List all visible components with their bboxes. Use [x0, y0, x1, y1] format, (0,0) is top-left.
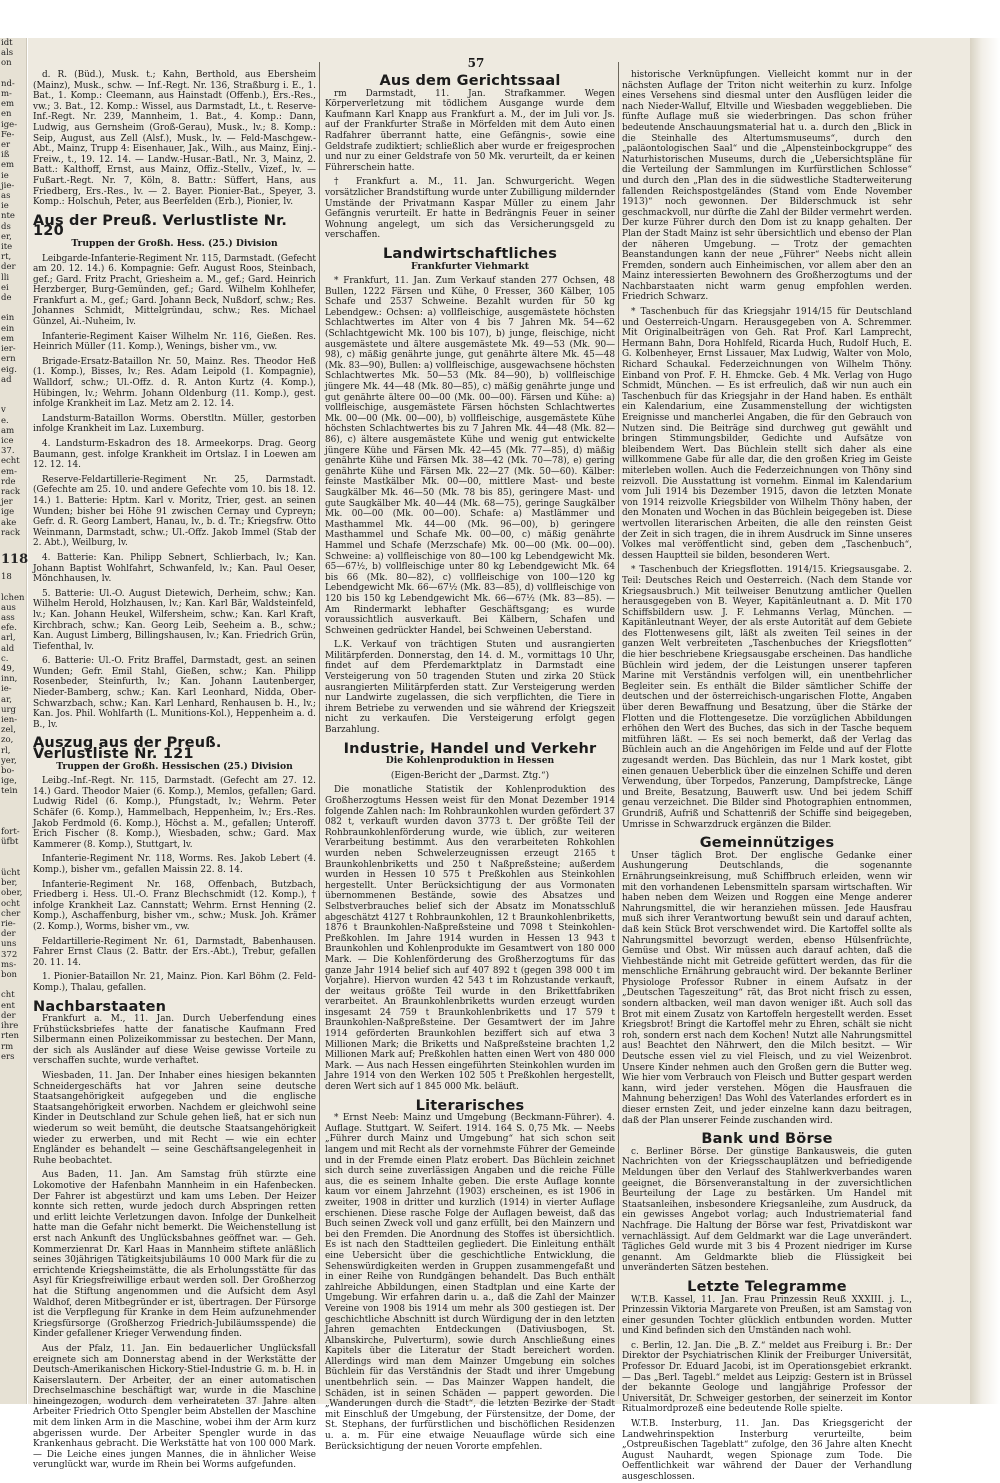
- adjacent-page-fragment: tein: [1, 786, 18, 797]
- adjacent-page-fragment: bon: [1, 970, 18, 981]
- article-paragraph: W.T.B. Insterburg, 11. Jan. Das Kriegsgericht der Landwehrinspektion Insterburg verurteilte, beim „Ostpreußischen Tageblatt“ zufolge, den 36 Jahre alten Knecht August Nauhardt, wegen Spionage zum Tode. Die Oeffentlichkeit war während der Dauer der Verhandlung ausgeschlossen.: [622, 1419, 912, 1482]
- adjacent-page-fragment: [0, 858, 26, 868]
- article-section: [622, 835, 912, 1126]
- article-paragraph: Aus der Pfalz, 11. Jan. Ein bedauerlicher Unglücksfall ereignete sich am Donnerstag abend in der Werkstätte der Deutsch-Amerikanischen Hickory-Stiel-Industrie G. m. b. H. in Kaiserslautern. Der Arbeiter, der an einer automatischen Drechselmaschine beschäftigt war, wurde in die Maschine hineingezogen, wodurch dem verheirateten 37 Jahre alten Arbeiter Friedrich Otto Spengler beim Abstellen der Maschine mit dem linken Arm in die Maschine, wobei ihm der Arm kurz abgerissen wurde. Der Arbeiter Spengler wurde in das Krankenhaus gebracht. Die Werkstätte hat von 100 000 Mark. — Die Leiche eines jungen Mannes, die in ähnlicher Weise verunglückt war, wurde im Rhein bei Worms aufgefunden.: [33, 1343, 316, 1471]
- page-edge: [970, 38, 1000, 1404]
- article-section: [325, 1097, 615, 1453]
- section-heading: Landwirtschaftliches: [382, 245, 558, 262]
- adjacent-page-fragment: nd-: [1, 78, 15, 89]
- adjacent-page-fragment: as: [1, 191, 11, 202]
- adjacent-page-fragment: em: [1, 160, 15, 171]
- article-paragraph: * Ernst Neeb: Mainz und Umgebung (Beckmann-Führer). 4. Auflage. Stuttgart. W. Seifert. 1914. 164 S. 0,75 Mk. — Neebs „Führer durch Mainz und Umgebung“ hat sich schon seit langem und mit Recht als der vornehmste Führer der Gemeinde und in der Fremde einen Platz erobert. Das Büchlein zeichnet sich durch seine zuverlässigen Angaben und die reiche Fülle aus, die es seinem Inhalte geben. Die erste Auflage konnte kaum vor einem Jahrzehnt (1903) erscheinen, es ist 1906 in zweiter, 1908 in dritter und kurzlich (1914) in vierter Auflage erschienen. Diese rasche Folge der Auflagen beweist, daß das Buch seinen Zweck voll und ganz erfüllt, bei den Mainzern und bei den Fremden. Die Anordnung des Stoffes ist übersichtlich. Es ist nach den Stadtteilen gegliedert. Die Einleitung enthält eine Uebersicht über die geschichtliche Entwicklung, die Sehenswürdigkeiten werden in Gruppen zusammengefaßt und in einer Reihe von Rundgängen behandelt. Das Buch enthält zahlreiche Abbildungen, einen Stadtplan und eine Karte der Umgebung. Wir erfahren darin u. a., daß die Zahl der Mainzer Vereine von 1908 bis 1914 um mehr als 300 gestiegen ist. Der geschichtliche Abschnitt ist durch Würdigung der in den letzten Jahren gemachten Entdeckungen (Dativiusbogen, St. Albanskirche, Pulverturm), sowie durch Anschließung eines Kapitels über die Literatur der Stadt bereichert worden. Allerdings wird man dem Mainzer Umgebung ein solches Büchlein für das Verständnis der Stadt und ihrer Umgebung unentbehrlich sein. — Das Mainzer Wappen handelt, die Schäden, ist in seinen Schäden — pappert geworden. Die „Wanderungen durch die Stadt“, die letzten Bezirke der Stadt mit Einschluß der Umgebung, der Fürstensitze, der Dome, der St. Stephans, der furfürstlichen und bischöflichen Residenzen u. a. m. Für eine etwaige Neuauflage würde sich eine Berücksichtigung der neuen Vororte empfehlen.: [325, 1113, 615, 1452]
- adjacent-page-fragment: e.: [1, 415, 9, 426]
- adjacent-page-fragment: [0, 395, 26, 405]
- section-heading: Nachbarstaaten: [33, 998, 167, 1015]
- adjacent-page-fragment: nte: [1, 211, 15, 222]
- article-section: [325, 740, 615, 1093]
- article-paragraph: Infanterie-Regiment Kaiser Wilhelm Nr. 116, Gießen. Res. Heinrich Müller (11. Komp.), Wenings, bisher vm., vw.: [33, 331, 316, 353]
- article-paragraph: 1. Pionier-Bataillon Nr. 21, Mainz. Pion. Karl Böhm (2. Feld-Komp.), Thalau, gefallen.: [33, 972, 316, 993]
- section-heading: Literarisches: [415, 1097, 525, 1114]
- adjacent-page-fragment: ein: [1, 313, 15, 324]
- adjacent-page-fragment: ice: [1, 435, 14, 446]
- adjacent-page-fragment: ber,: [1, 878, 18, 889]
- article-section: [33, 998, 316, 1472]
- adjacent-page-fragment: bo-: [1, 766, 15, 777]
- adjacent-page-fragment: arl,: [1, 633, 16, 644]
- article-paragraph: * Taschenbuch für das Kriegsjahr 1914/15 für Deutschland und Oesterreich-Ungarn. Herausgegeben von A. Schremmer. Mit Originalbeiträgen von Geh. Rat Prof. Karl Lamprecht, Hermann Bahn, Dora Hohlfeld, Ricarda Huch, Rudolf Huch, E. G. Kolbenheyer, Ernst Lissauer, Max Ludwig, Walter von Molo, Richard Schaukal. Federzeichnungen von Wilhelm Thöny. Einband von Prof. F. H. Ehmcke. Geb. 4 Mk. Verlag von Hugo Schmidt, München. — Es ist erfreulich, daß wir nun auch ein Taschenbuch für das Kriegsjahr in der Hand haben. Es enthält ein Kalendarium, eine Zusammenstellung der wichtigsten Ereignisse und mancherlei Angaben, die für den Gebrauch von Nutzen sind. Die Beiträge sind durchweg gut gewählt und bringen Stimmungsbilder, Gedichte und Aufsätze von bleibendem Wert. Das Büchlein stellt sich daher als eine willkommene Gabe für alle dar, die den großen Krieg im Geiste miterleben wollen. Auch die Federzeichnungen von Thöny sind reizvoll. Die Ausstattung ist vornehm. Einmal im Kalendarium vom Juli 1914 bis Dezember 1915, davon die letzten Monate von 1914 reizvolle Kriegsbilder von Wilhelm Thöny haben, der den Monaten und Wochen in das Büchlein beigegeben ist. Diese wertvollen literarischen Arbeiten, die alle den reinsten Geist der Zeit in sich tragen, die in ihrem Ausdruck im Sinne unseres Volkes mal veröffentlicht sind, geben dem „Taschenbuch“, dessen Hauptteil sie bilden, besonderen Wert.: [622, 307, 912, 561]
- article-paragraph: 5. Batterie: Ul.-O. August Dietewich, Derheim, schw.; Kan. Wilhelm Herold, Holzhausen, lv.; Kan. Karl Bär, Waldsteinfeld, lv.; Kan. Johann Heukel, Wilfersheim, schw.; Kan. Karl Kraft, Kirchbrach, schw.; Kan. Georg Leib, Seeheim a. B., schw.; Kan. August Limberg, Billingshausen, lv.; Kan. Friedrich Grün, Tiefenthal, lv.: [33, 588, 316, 652]
- section-subheading: Frankfurter Viehmarkt: [411, 260, 529, 272]
- adjacent-page-fragment: ier-: [1, 344, 16, 355]
- adjacent-page-fragment: 18: [1, 572, 12, 583]
- adjacent-page-fragment: en: [1, 109, 12, 120]
- adjacent-page-fragment: ei: [1, 282, 9, 293]
- article-paragraph: Frankfurt a. M., 11. Jan. Durch Ueberfendung eines Frühstücksbriefes hatte der fanatische Kaufmann Fred Silbermann einen Polizeikommissar zu bestechen. Der Mann, der sich als Ausländer auf diese Weise gewisse Vorteile zu verschaffen suchte, wurde verhaftet.: [33, 1014, 316, 1067]
- adjacent-page-fragment: ms-: [1, 959, 17, 970]
- section-heading: Gemeinnütziges: [699, 835, 835, 852]
- adjacent-page-fragment: em: [1, 333, 15, 344]
- page-number: 57: [467, 56, 485, 70]
- article-section: [622, 70, 912, 830]
- article-paragraph: c. Berliner Börse. Der günstige Bankausweis, die guten Nachrichten von der Kriegsschauplätzen und befriedigende Meldungen über den Verlauf des Stahlwerkverbandes waren geeignet, die Börsenveranstaltung in der zuversichtlichen Beurteilung der Lage zu bestärken. Um Handel mit Staatsanleihen, insbesondere Kriegsanleihe, zum Ausdruck, da ein gewisses Angebot vorlag; auch Industriematerial fand Nachfrage. Die Haltung der Börse war fest, Privatdiskont war vernachlässigt. Auf dem Geldmarkt war die Lage unverändert. Tägliches Geld wurde mit 3 bis 4 Prozent niedriger im Kurse genannt. Am Geldmarkte blieb die Flüssigkeit bei unveränderten Sätzen bestehen.: [622, 1146, 912, 1274]
- section-heading: Bank und Börse: [701, 1131, 833, 1148]
- adjacent-page-mark: 118: [1, 552, 29, 568]
- adjacent-page-fragment: 372: [1, 949, 18, 960]
- adjacent-page-fragment: ite: [1, 242, 13, 253]
- article-paragraph: Landsturm-Bataillon Worms. Oberstltn. Müller, gestorben infolge Krankheit im Laz. Luxemburg.: [33, 413, 316, 435]
- section-subheading: Truppen der Großh. Hess. (25.) Division: [71, 237, 278, 249]
- adjacent-page-fragment: jie-: [1, 180, 15, 191]
- adjacent-page-fragment: ern: [1, 354, 16, 365]
- article-paragraph: Unser täglich Brot. Der englische Gedanke einer Aushungerung Deutschlands, die sogenannte Ernährungseinkreisung, muß Schiffbruch erleiden, wenn wir mit den vorhandenen Lebensmitteln sparsam wirtschaften. Wir haben neben dem Weizen und Roggen eine Menge anderer Nahrungsmittel, die wir heranziehen müssen. Jede Hausfrau muß sich ihrer Verantwortung bewußt sein und darauf achten, daß kein Stück Brot verschwendet wird. Die Kartoffel sollte als Nahrungsmittel bevorzugt werden, ebenso Hülsenfrüchte, Gemüse und Obst. Wir müssen auch darauf achten, daß die Viehbestände nicht mit Getreide gefüttert werden, das für die menschliche Ernährung gebraucht wird. Der bekannte Berliner Physiologe Professor Rubner in einem Aufsatz in der „Deutschen Tageszeitung“ rät, das Brot nicht frisch zu essen, sondern altbacken, weil man davon weniger ißt. Auch soll das Brot mit einem Zusatz von Kartoffeln hergestellt werden. Esset Kriegsbrot! Bringt die Kartoffel mehr zu Ehren, schält sie nicht roh, sondern erst nach dem Kochen! Nutzt alle Nahrungsmittel aus! Beachtet den Nährwert, den die Milch besitzt. — Wir Deutsche essen viel zu viel Fleisch, und zu viel Weizenbrot. Unsere Kinder nehmen auch den Großen gern die Butter weg. Wie hier vom Verbrauch von Fleisch und Butter gespart werden kann, wird jeder verstehen. Mögen die Hausfrauen die Mahnung beherzigen! Das Wohl des Vaterlandes erfordert es in dieser ernsten Zeit, und jeder einzelne kann dazu beitragen, daß der Plan unserer Feinde zuschanden wird.: [622, 850, 912, 1126]
- article-paragraph: historische Verknüpfungen. Vielleicht kommt nur in der nächsten Auflage der Triton nicht weiterhin zu kurz. Infolge eines Versehens sind diesmal unter den Ausflügen leider die nach Nieder-Walluf, Eltville und Wiesbaden weggeblieben. Die fünfte Auflage muß sie wiederbringen. Das schon früher bedeutende Anschauungsmaterial hat u. a. durch den „Blick in die Steinhalle des Altertumsmuseums“, durch den „paläontologischen Saal“ und die „Alpensteinbockgruppe“ des Naturhistorischen Museums, durch die „Uebersichtspläne für die Verteilung der Sammlungen im Kurfürstlichen Schlosse“ und durch den „Plan des in die südwestliche Stadterweiterung fallenden Reichspostgeländes (Stand vom Ende November 1913)“ noch gewonnen. Der Bilderschmuck ist sehr geschmackvoll, nur dürfte die Zahl der Bilder vermehrt werden. Der kurze Führer durch den Dom ist zu knapp gehalten. Der Plan der Stadt Mainz ist sehr übersichtlich und ebenso der Plan der näheren Umgebung. — Trotz der gemachten Beanstandungen kann der neue „Führer“ Neebs nicht allein Fremden, sondern auch Einheimischen, vor allem aber den an Mainz interessierten Bewohnern des Großherzogtums und der Nachbarstaaten nicht warm genug empfohlen werden. Friedrich Schwarz.: [622, 70, 912, 303]
- adjacent-page-fragment: inn,: [1, 674, 18, 685]
- adjacent-page-fragment: ie: [1, 201, 9, 212]
- adjacent-page-fragment: uns: [1, 939, 17, 950]
- article-section: [33, 212, 316, 731]
- adjacent-page-fragment: rack: [1, 486, 21, 497]
- adjacent-page-fragment: üfbt: [1, 837, 19, 848]
- article-paragraph: Reserve-Feldartillerie-Regiment Nr. 25, Darmstadt. (Gefechte am 25. 10. und andere Gefechte vom 10. bis 18. 12. 14.) 1. Batterie: Hptm. Karl v. Moritz, Trier, gest. an seinen Wunden; bisher bei Höhe 91 zwischen Cernay und Cypreyn; Gefr. d. R. Georg Lambert, Hanau, lv., b. d. Tr.; Kriegsfrw. Otto Weinmann, Darmstadt, schw.; Ul.-Offz. Jakob Immel (Stab der 2. Abt.), Weilburg, lv.: [33, 474, 316, 549]
- adjacent-page-fragment: iß: [1, 150, 10, 161]
- adjacent-page-fragment: ald: [1, 643, 15, 654]
- adjacent-page-fragment: on: [1, 58, 12, 69]
- adjacent-page-fragment: [0, 980, 26, 990]
- article-paragraph: Leibgarde-Infanterie-Regiment Nr. 115, Darmstadt. (Gefecht am 20. 12. 14.) 6. Kompagnie: Gefr. August Roos, Steinbach, gef.; Gard. Fritz Pracht, Griesheim a. M., gef.; Gard. Heinrich Herzberger, Burg-Gemünden, gef.; Gard. Wilhelm Kohlhefer, Frankfurt a. M., gef.; Gard. Johann Beck, Nußdorf, schw.; Res. Johannes Schmidt, Mittelgründau, schw.; Res. Michael Günzel, Ai.-Nuheim, lv.: [33, 253, 316, 328]
- article-paragraph: † Frankfurt a. M., 11. Jan. Schwurgericht. Wegen vorsätzlicher Brandstiftung wurde unter Zubilligung mildernder Umstände der Privatmann Kaspar Müller zu einem Jahr Gefängnis verurteilt. Er hatte in Bedrängnis Feuer in seiner Wohnung angelegt, um sich das Versicherungsgeld zu verschaffen.: [325, 177, 615, 241]
- adjacent-page-fragment: als: [1, 48, 14, 59]
- column-rule: [319, 62, 320, 1396]
- article-paragraph: * Taschenbuch der Kriegsflotten. 1914/15. Kriegsausgabe. 2. Teil: Deutsches Reich und Oesterreich. (Nach dem Stande vor Kriegsausbruch.) Mit teilweiser Benutzung amtlicher Quellen herausgegeben von B. Weyer, Kapitänleutnant a. D. Mit 170 Schiffsbildern usw. J. F. Lehmanns Verlag, München. — Kapitänleutnant Weyer, der als erste Autorität auf dem Gebiete des Flottenwesens gilt, läßt als zweiten Teil seines in der ganzen Welt verbreiteten „Taschenbuches der Kriegsflotten“ die hier beschriebene Kriegsausgabe erscheinen. Das handliche Büchlein wird jedem, der die Leistungen unserer tapferen Marine mit Verständnis verfolgen will, ein unentbehrlicher Begleiter sein. Es enthält die Bilder sämtlicher Schiffe der deutschen und der österreichisch-ungarischen Flotte, Angaben über deren Bewaffnung und Besatzung, über die Stärke der Flotten und die Flottengesetze. Die vorzüglichen Abbildungen erhöhen den Wert des Buches, das sich in der Tasche bequem mitführen läßt. — Es sei noch bemerkt, daß der Verlag das Büchlein auch an die Angehörigen im Felde und auf der Flotte zugesandt werden. Das Büchlein, das nur 1 Mark kostet, gibt einen genauen Ueberblick über die einzelnen Schiffe und deren Verwendung, über Torpedos, Panzerung, Dampfstreckе, Länge und Breite, Besatzung, Bauwerft usw. Und bei jedem Schiff genau verzeichnet. Die Bilder sind Photographien entnommen, Grundriß, Aufriß und Schattenriß der Schiffe sind beigegeben, Umrisse in Schwarzdruck ergänzen die Bilder.: [622, 565, 912, 830]
- adjacent-page-fragment: de: [1, 293, 12, 304]
- adjacent-page-fragment: 49,: [1, 663, 15, 674]
- article-paragraph: W.T.B. Kassel, 11. Jan. Frau Prinzessin Reuß XXXIII. j. L., Prinzessin Viktoria Margarete von Preußen, ist am Samstag von einer gesunden Tochter glücklich entbunden worden. Mutter und Kind befinden sich den Umständen nach wohl.: [622, 1294, 912, 1337]
- adjacent-page-fragment: ein: [1, 323, 15, 334]
- article-paragraph: Aus Baden, 11. Jan. Am Samstag früh stürzte eine Lokomotive der Hafenbahn Mannheim in ein Hafenbecken. Der Fahrer ist abgestürzt und kam ums Leben. Der Heizer konnte sich retten, wurde jedoch durch Abspringen retten und erlitt leichte Verletzungen davon. Infolge der Dunkelheit hatte man die Gefahr nicht bemerkt. Die Weichenstellung ist erst nach Ankunft des Unglücksbahnes geöffnet war. — Geh. Kommerzienrat Dr. Karl Haas in Mannheim stiftete anläßlich seines 30jährigen Tätigkeitsjubiläums 10 000 Mark für die zu errichtende Kriegsheimstätte, die als Erholungsstätte für das Asyl für Kriegsfreiwillige erbaut werden soll. Der Großherzog hat die Stiftung angenommen und die Aufsicht dem Asyl Waldhof, deren Mitbegründer er ist, übertragen. Der Fürsorge ist die Verpflegung für Kranke in dem Heim aufzunehmender Kriegsfürsorge (Großherzog Friedrich-Jubiläumsspende) die Kinder gefallener Krieger Verwendung finden.: [33, 1170, 316, 1340]
- adjacent-page-fragment: efe.: [1, 623, 17, 634]
- adjacent-page-fragment: fort-: [1, 827, 20, 838]
- adjacent-page-fragment: urg: [1, 704, 16, 715]
- article-section: [33, 70, 316, 208]
- adjacent-page-fragment: er: [1, 140, 11, 151]
- section-subheading: Truppen der Großh. Hessischen (25.) Division: [56, 760, 293, 772]
- adjacent-page-fragment: der: [1, 1010, 16, 1021]
- adjacent-page-fragment: rm: [1, 1041, 14, 1052]
- adjacent-page-fragment: ihre: [1, 1021, 19, 1032]
- adjacent-page-fragment: Fe-: [1, 129, 15, 140]
- adjacent-page-fragment: ake: [1, 517, 17, 528]
- article-paragraph: Infanterie-Regiment Nr. 168, Offenbach, Butzbach, Friedberg i. Hess. Ul.-O. Franz Blechschmidt (12. Komp.), † infolge Krankheit Laz. Cannstatt; Wehrm. Ernst Henning (2. Komp.), Aschaffenburg, bisher vm., schw.; Musk. Joh. Krämer (2. Komp.), Worms, bisher vm., vw.: [33, 879, 316, 932]
- adjacent-page-fragment: ober,: [1, 888, 23, 899]
- adjacent-page-fragment: [0, 385, 26, 395]
- adjacent-page-fragment: ocht: [1, 898, 20, 909]
- adjacent-page-fragment: ien-: [1, 715, 18, 725]
- adjacent-page-fragment: ie-: [1, 684, 12, 695]
- adjacent-page-fragment: ücht: [1, 868, 21, 879]
- article-section: [325, 73, 615, 241]
- article-paragraph: d. R. (Büd.), Musk. t.; Kahn, Berthold, aus Ebersheim (Mainz), Musk., schw. — Inf.-Regt. Nr. 136, Straßburg i. E., 1. Bat., 1. Komp.: Cleemann, aus Hainstadt (Offenb.), Ers.-Res., vw.; 3. Bat., 12. Komp.: Wissel, aus Darmstadt, Lt., t. Reserve-Inf.-Regt. Nr. 239, Mannheim, 1. Bat., 4. Komp.: Dann, Ludwig, aus Gernsheim (Groß-Gerau), Musk., lv.; 8. Komp.: Seip, August, aus Zell (Alsf.), Musk., lv. — Feld-Maschgew.-Abt., Mainz, Trupp 4: Eisenhauer, Jak., Wilh., aus Mainz, Einj.-Freiw., t., 19. 12. 14. — Landw.-Husar.-Batl., Nr. 3, Mainz, 2. Batt.: Kalthoff, Ernst, aus Mainz, Offiz.-Stellv., Vizef., lv. — Fußart.-Regt. Nr. 7, Köln, 8. Battr.: Süffert, Hans, aus Friedberg, Ers.-Res., lv. — 2. Bayer. Pionier-Bat., Speyer, 3. Komp.: Holschuh, Peter, aus Beerfelden (Erb.), Pionier, lv.: [33, 70, 316, 208]
- adjacent-page-fragment: cht: [1, 990, 15, 1001]
- adjacent-page-fragment: lli: [1, 272, 10, 283]
- adjacent-page-fragment: echt: [1, 456, 20, 467]
- section-heading: Industrie, Handel und Verkehr: [343, 740, 597, 757]
- adjacent-page-fragment: idt: [1, 38, 13, 48]
- adjacent-page-fragment: [0, 817, 26, 827]
- adjacent-page-fragment: am: [1, 425, 15, 436]
- adjacent-page-fragment: em: [1, 99, 15, 110]
- adjacent-page-fragment: er,: [1, 231, 12, 242]
- column-left: [33, 70, 316, 1471]
- article-paragraph: 4. Batterie: Kan. Philipp Sebnert, Schlierbach, lv.; Kan. Johann Baptist Wohlfahrt, Schwanfeld, lv.; Kan. Paul Oeser, Mönchhausen, lv.: [33, 552, 316, 585]
- article-paragraph: 6. Batterie: Ul.-O. Fritz Braffel, Darmstadt, gest. an seinen Wunden; Gefr. Emil Stahl, Gießen, schw.; Kan. Philipp Rosenbeder, Steinfurth, lv.; Kan. Johann Lautenberger, Nieder-Bamberg, schw.; Kan. Karl Leonhard, Nidda, Ober-Schwarzbach, schw.; Kan. Karl Lenhard, Renhausen b. H., lv.; Kan. Jos. Phil. Wohlfarth (L. Munitions-Kol.), Heppenheim a. d. B., lv.: [33, 656, 316, 730]
- adjacent-page-fragment: der: [1, 262, 16, 273]
- article-paragraph: Leibg.-Inf.-Regt. Nr. 115, Darmstadt. (Gefecht am 27. 12. 14.) Gard. Theodor Maier (6. Komp.), Memlos, gefallen; Gard. Ludwig Ridel (6. Komp.), Pfungstadt, lv.; Wehrm. Peter Schäfer (6. Komp.), Hammelbach, Heppenheim, lv.; Ers.-Res. Jakob Ferdmold (6. Komp.), Höchst a. M., gefallen; Unteroff. Erich Fischer (8. Komp.), Wiesbaden, schw.; Gard. Max Kammerer (8. Komp.), Stuttgart, lv.: [33, 776, 316, 850]
- adjacent-page-fragment: [0, 848, 26, 858]
- adjacent-page-fragment: rie-: [1, 919, 16, 930]
- adjacent-page-fragment: 37.: [1, 446, 15, 457]
- adjacent-page-fragment: jer: [1, 497, 13, 508]
- adjacent-page-fragment: c.: [1, 653, 9, 664]
- section-source-note: (Eigen-Bericht der „Darmst. Ztg.“): [390, 770, 550, 781]
- article-section: [33, 735, 316, 993]
- section-heading: Aus der Preuß. Verlustliste Nr. 120: [33, 212, 288, 240]
- section-subheading: Die Kohlenproduktion in Hessen: [385, 755, 555, 767]
- adjacent-page-fragment: ar,: [1, 694, 12, 705]
- adjacent-page-fragment: lchen: [1, 592, 25, 603]
- adjacent-page-fragment: ige-: [1, 119, 18, 130]
- adjacent-page-fragment: m-: [1, 89, 12, 100]
- adjacent-page-fragment: ie: [1, 170, 9, 181]
- adjacent-page-fragment: rack: [1, 527, 21, 538]
- adjacent-page-fragment: der: [1, 929, 16, 940]
- adjacent-page-fragment: [0, 797, 26, 807]
- adjacent-page-fragment: eig.: [1, 364, 17, 375]
- adjacent-page-fragment: [0, 582, 26, 592]
- article-section: [622, 1278, 912, 1483]
- adjacent-page-fragment: [0, 69, 26, 79]
- adjacent-page-fragment: [0, 303, 26, 313]
- adjacent-page-fragment: zel,: [1, 725, 16, 736]
- section-heading: Letzte Telegramme: [687, 1278, 847, 1295]
- column-rule: [618, 62, 619, 1396]
- article-paragraph: rm Darmstadt, 11. Jan. Strafkammer. Wegen Körperverletzung mit tödlichem Ausgange wurde dem Kaufmann Karl Knapp aus Frankfurt a. M., der im Juli vor. Js. auf der Frankfurter Straße in Mörfelden mit dem Auto einen Radfahrer überrannt hatte, eine Gefängnis-, sowie eine Geldstrafe zudiktiert; schließlich aber wurde er freigesprochen und nur zu einer Geldstrafe von 50 Mk. verurteilt, da er keinen Führerschein hatte.: [325, 88, 615, 173]
- adjacent-page-fragment: ers: [1, 1051, 15, 1062]
- adjacent-page-fragment: [0, 538, 26, 548]
- article-paragraph: Wiesbaden, 11. Jan. Der Inhaber eines hiesigen bekannten Schneidergeschäfts hat vor Jahren seine deutsche Staatsangehörigkeit aufgegeben und die englische Staatsangehörigkeit erworben. Nachdem er gleichwohl seine Kinder in Deutschland zur Schule gehen ließ, hat er sich nun wiederum so weit bemüht, die deutsche Staatsangehörigkeit wieder zu erwerben, und mit Recht — wie ein echter Engländer es behandelt — seine Geschäftsangelegenheit in Ruhe beobachtet.: [33, 1071, 316, 1166]
- adjacent-page-fragment: ige,: [1, 776, 17, 787]
- article-paragraph: Die monatliche Statistik der Kohlenproduktion des Großherzogtums Hessen weist für den Monat Dezember 1914 folgende Zahlen nach: Im Rohbraunkohlen wurden gefördert 37 082 t, verkauft wurden davon 3773 t. Der größte Teil der Rohbraunkohlenförderung wurde, wie üblich, zur weiteren Verarbeitung bestimmt. Aus den verarbeiteten Rohkohlen wurden neben Schwelerzeugnissen erzeugt 2165 t Braunkohlenbriketts und 250 t Naßpreßsteine; außerdem wurden in Hessen 10 575 t Preßkohlen aus Steinkohlen hergestellt. Unter Berücksichtigung der aus Vormonaten übernommenen Bestände, sowie des Absatzes und Selbstverbrauches belief sich der Absatz im Monatsschluß abgeschätzt 4127 t Rohbraunkohlen, 12 t Braunkohlenbriketts, 1876 t Braunkohlen-Naßpreßsteine und 7098 t Steinkohlen-Preßkohlen. Im Jahre 1914 wurden in Hessen 13 943 t Braunkohlen und Kohlenprodukte im Gesamtwert von 180 000 Mark. — Die Kohlenförderung des Großherzogtums für das ganze Jahr 1914 belief sich auf 407 892 t (gegen 398 000 t im Vorjahre). Hiervon wurden 42 543 t im Rohzustande verkauft, der weitaus größte Teil wurde in den Brikettfabriken verarbeitet. An Braunkohlenbriketts wurden erzeugt wurden insgesamt 24 759 t Braunkohlenbriketts und 17 579 t Braunkohlen-Naßpreßsteine. Der Gesamtwert der im Jahre 1914 geförderten Braunkohlen beziffert sich auf etwa 3 Millionen Mark; die Briketts und Naßpreßsteine brachten 1,2 Millionen Mark auf; Preßkohlen hatten einen Wert von 480 000 Mark. — Aus nach Hessen eingeführten Steinkohlen wurden im Jahre 1914 von den Werken 102 505 t Preßkohlen hergestellt, deren Wert sich auf 1 845 000 Mk. beläuft.: [325, 785, 615, 1093]
- article-section: [622, 1131, 912, 1274]
- adjacent-page-fragment: rten: [1, 1031, 19, 1042]
- article-section: [325, 245, 615, 736]
- article-paragraph: Infanterie-Regiment Nr. 118, Worms. Res. Jakob Lebert (4. Komp.), bisher vm., gefallen Maissin 22. 8. 14.: [33, 854, 316, 875]
- column-right: [622, 70, 912, 1482]
- adjacent-page-fragment: rt,: [1, 252, 12, 263]
- adjacent-page-fragment: rl,: [1, 745, 11, 756]
- article-paragraph: Feldartillerie-Regiment Nr. 61, Darmstadt, Babenhausen. Fahrer Ernst Claus (2. Battr. der Ers.-Abt.), Trebur, gefallen 20. 11. 14.: [33, 936, 316, 968]
- adjacent-page-fragment: ass: [1, 612, 15, 623]
- adjacent-page-fragment: ige: [1, 507, 15, 518]
- article-paragraph: Brigade-Ersatz-Bataillon Nr. 50, Mainz. Res. Theodor Heß (1. Komp.), Bisses, lv.; Res. Adam Leipold (1. Kompagnie), Walldorf, schw.; Ul.-Offz. d. R. Anton Kurtz (4. Komp.), Hübingen, lv.; Wehrm. Johann Oldenburg (11. Komp.), gest. infolge Krankheit im Laz. Metz am 2. 12. 14.: [33, 356, 316, 410]
- adjacent-page-fragment: v: [1, 405, 6, 416]
- adjacent-page-fragment: ent: [1, 1000, 15, 1011]
- section-heading: Auszug aus der Preuß. Verlustliste Nr. 121: [33, 735, 222, 763]
- article-paragraph: 4. Landsturm-Eskadron des 18. Armeekorps. Drag. Georg Baumann, gest. infolge Krankheit im Ortslaz. I in Loewen am 12. 12. 14.: [33, 439, 316, 471]
- column-middle: [325, 70, 615, 1452]
- adjacent-page-fragment: zo,: [1, 735, 14, 746]
- adjacent-page-fragment: em-: [1, 466, 17, 477]
- adjacent-page-fragment: ad: [1, 374, 12, 385]
- section-heading: Aus dem Gerichtssaal: [379, 73, 561, 89]
- adjacent-page-fragment: yer,: [1, 755, 17, 766]
- adjacent-page-fragment: [0, 807, 26, 817]
- article-paragraph: c. Berlin, 12. Jan. Die „B. Z.“ meldet aus Freiburg i. Br.: Der Direktor der Psychiatrischen Klinik der Freiburger Universität, Professor Dr. Eduard Jacobi, ist im Operationsgebiet erkrankt. — Das „Berl. Tagebl.“ meldet aus Leipzig: Gestern ist in Brüssel der bekannte Geologe und langjährige Professor der Universität, Dr. Schweiger gestorben, der seinerzeit im Kontor Ritualmordprozeß eine bedeutende Rolle spielte.: [622, 1340, 912, 1415]
- adjacent-page-fragment: rde: [1, 476, 16, 487]
- adjacent-page-strip: [0, 38, 27, 1404]
- adjacent-page-fragment: cher: [1, 908, 21, 919]
- adjacent-page-fragment: aus: [1, 602, 16, 613]
- adjacent-page-fragment: ds: [1, 221, 11, 232]
- article-paragraph: L.K. Verkauf von trächtigen Stuten und ausrangierten Militärpferden. Donnerstag, den 14. d. M., vormittags 10 Uhr, findet auf dem Pferdemarktplatz in Darmstadt eine Versteigerung von 50 tragenden Stuten und zirka 20 Stück ausrangierten Militärpferden statt. Zur Versteigerung werden nur Landwirte zugelassen, die sich verpflichten, die Tiere in ihrem Betriebe zu verwenden und sie während der Kriegszeit nicht zu verkaufen. Die Versteigerung erfolgt gegen Barzahlung.: [325, 640, 615, 736]
- article-paragraph: * Frankfurt, 11. Jan. Zum Verkauf standen 277 Ochsen, 48 Bullen, 1222 Färsen und Kühe, 0 Fresser, 360 Kälber, 105 Schafe und 2537 Schweine. Bezahlt wurden für 50 kg Lebendgew.: Ochsen: a) vollfleischige, ausgemästete höchsten Schlachtwertes im Alter von 4 bis 7 Jahren Mk. 54—62 (Schlachtgewicht Mk. 100 bis 107), b) junge, fleischige, nicht ausgemästete und ältere ausgemästete Mk. 49—53 (Mk. 90—98), c) mäßig genährte junge, gut genährte ältere Mk. 45—48 (Mk. 83—90), Bullen: a) vollfleischige, ausgewachsene höchsten Schlachtwertes Mk. 50—53 (Mk. 84—90), b) vollfleischige jüngere Mk. 44—48 (Mk. 80—85), c) mäßig genährte junge und gut genährte ältere 00—00 (Mk. 00—00). Färsen und Kühe: a) vollfleischige, ausgemästete Färsen höchsten Schlachtwertes Mk. 00—00 (Mk. 00—00), b) vollfleischige, ausgemästete Kühe höchsten Schlachtwertes bis zu 7 Jahren Mk. 44—48 (Mk. 82—86), c) ältere ausgemästete Kühe und wenig gut entwickelte jüngere Kühe und Färsen Mk. 42—45 (Mk. 77—85), d) mäßig genährte Kühe und Färsen Mk. 38—42 (Mk. 70—78), e) gering genährte Kühe und Färsen Mk. 22—27 (Mk. 50—60). Kälber: feinste Mastkälber Mk. 00—00, mittlere Mast- und beste Saugkälber Mk. 46—50 (Mk. 78 bis 85), geringere Mast- und gute Saugkälber Mk. 40—44 (Mk. 68—75), geringe Saugkälber Mk. 00—00 (Mk. 00—00). Schafe: a) Mastlämmer und Masthammel Mk. 44—00 (Mk. 96—00), b) geringere Masthammel und Schafe Mk. 00—00, c) mäßig genährte Hammel und Schafe (Merzschafe) Mk. 00—00 (Mk. 00—00). Schweine: a) vollfleischige von 80—100 kg Lebendgewicht Mk. 65—67½, b) vollfleischige unter 80 kg Lebendgewicht Mk. 64 bis 66 (Mk. 80—82), c) vollfleischige von 100—120 kg Lebendgewicht Mk. 66—67½ (Mk. 83—85), d) vollfleischige von 120 bis 150 kg Lebendgewicht Mk. 66—67½ (Mk. 83—85). — Am Rindermarkt lebhafter Geschäftsgang; es wurde voraussichtlich ausverkauft. Bei Kälbern, Schafen und Schweinen gedrückter Handel, bei Schweinen Ueberstand.: [325, 276, 615, 636]
